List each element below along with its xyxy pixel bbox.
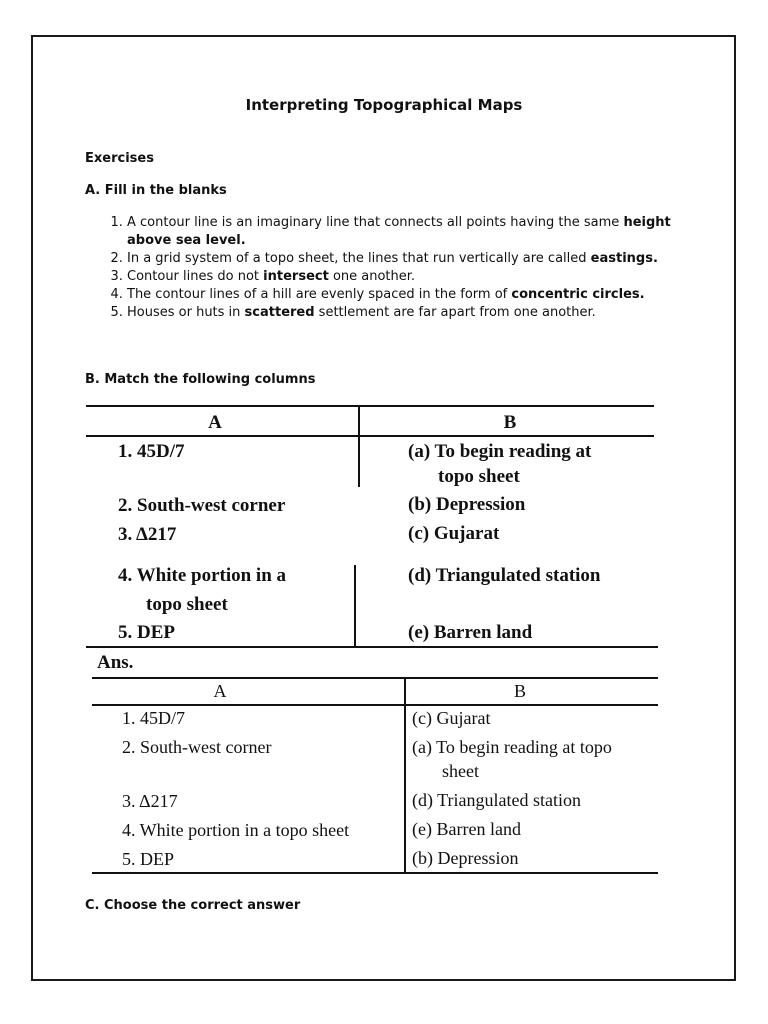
column-header-b: B bbox=[513, 681, 526, 701]
table-cell: (b) Depression bbox=[408, 494, 526, 515]
table-cell: sheet bbox=[442, 761, 479, 781]
table-cell: 4. White portion in a bbox=[118, 565, 287, 586]
list-item: 3. Contour lines do not intersect one another. bbox=[127, 268, 717, 286]
table-cell: (d) Triangulated station bbox=[408, 565, 601, 586]
section-a-heading: A. Fill in the blanks bbox=[85, 183, 227, 198]
column-divider bbox=[354, 565, 356, 647]
table-header-rule bbox=[92, 704, 658, 706]
table-cell: (e) Barren land bbox=[412, 819, 521, 839]
column-divider bbox=[404, 677, 406, 874]
table-cell: 1. 45D/7 bbox=[118, 441, 185, 462]
table-cell: 2. South-west corner bbox=[122, 737, 272, 757]
table-top-rule bbox=[86, 405, 654, 407]
table-bottom-rule bbox=[86, 646, 658, 648]
table-cell: (c) Gujarat bbox=[412, 708, 491, 728]
table-cell: 1. 45D/7 bbox=[122, 708, 185, 728]
table-cell: 3. Δ217 bbox=[118, 524, 177, 545]
section-c-heading: C. Choose the correct answer bbox=[85, 898, 301, 913]
list-item: 4. The contour lines of a hill are evenly spaced in the form of concentric circles. bbox=[127, 286, 717, 304]
table-cell: topo sheet bbox=[438, 466, 520, 487]
column-header-a: A bbox=[213, 681, 227, 701]
table-cell: (d) Triangulated station bbox=[412, 790, 581, 810]
table-cell: 2. South-west corner bbox=[118, 495, 286, 516]
list-item: 1. A contour line is an imaginary line that connects all points having the same height above sea level. bbox=[127, 214, 717, 250]
page-title: Interpreting Topographical Maps bbox=[245, 96, 523, 114]
table-top-rule bbox=[92, 677, 658, 679]
exercises-heading: Exercises bbox=[85, 151, 154, 166]
table-cell: 5. DEP bbox=[118, 622, 175, 643]
table-cell: 5. DEP bbox=[122, 849, 175, 869]
list-item: 5. Houses or huts in scattered settlement are far apart from one another. bbox=[127, 304, 717, 322]
column-header-b: B bbox=[503, 412, 517, 433]
table-cell: (a) To begin reading at bbox=[408, 441, 592, 462]
table-cell: 3. Δ217 bbox=[122, 791, 178, 811]
table-cell: (b) Depression bbox=[412, 848, 519, 868]
table-cell: (c) Gujarat bbox=[408, 523, 500, 544]
table-cell: topo sheet bbox=[146, 594, 228, 615]
column-divider bbox=[358, 405, 360, 487]
fill-blanks-list bbox=[85, 214, 717, 322]
table-cell: (e) Barren land bbox=[408, 622, 533, 643]
answer-label: Ans. bbox=[97, 652, 134, 673]
table-cell: (a) To begin reading at topo bbox=[412, 737, 612, 757]
list-item: 2. In a grid system of a topo sheet, the lines that run vertically are called eastings. bbox=[127, 250, 717, 268]
section-b-heading: B. Match the following columns bbox=[85, 372, 316, 387]
column-header-a: A bbox=[208, 412, 222, 433]
table-bottom-rule bbox=[92, 872, 658, 874]
table-cell: 4. White portion in a topo sheet bbox=[122, 820, 350, 840]
table-header-rule bbox=[86, 435, 654, 437]
